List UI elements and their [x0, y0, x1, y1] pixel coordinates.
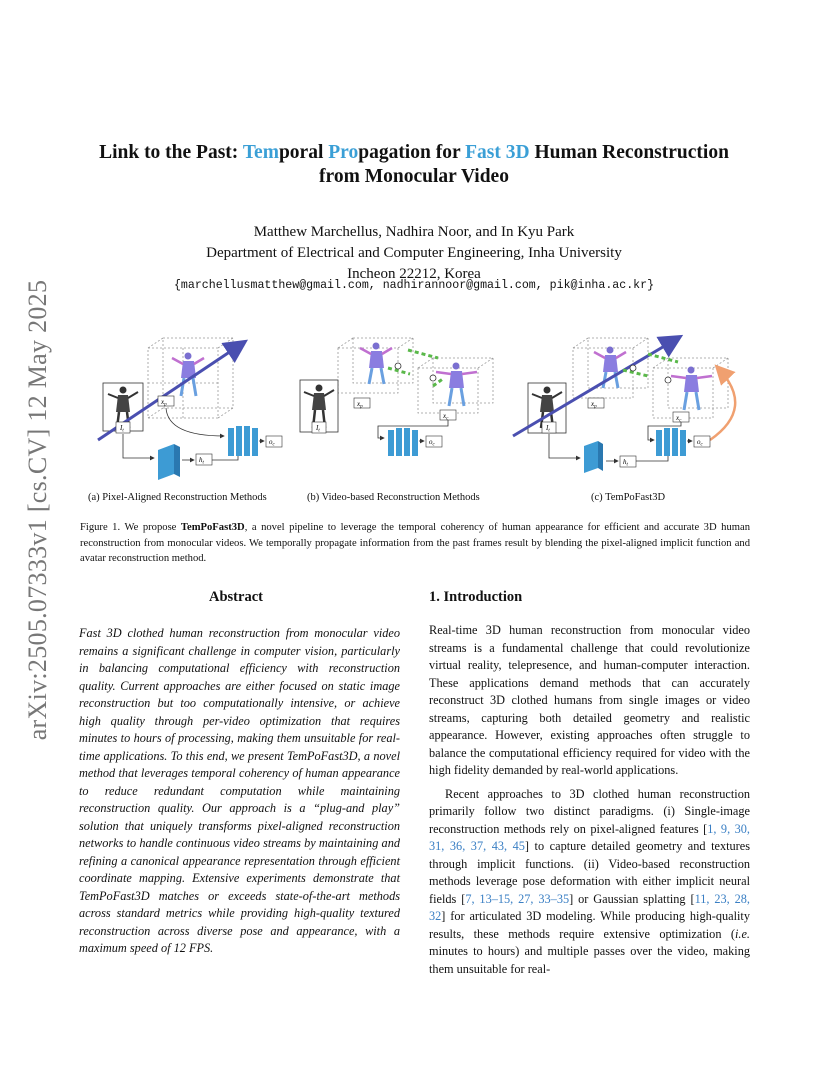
svg-text:ht: $h_t$ [623, 458, 628, 468]
temporal-propagation-arrow [710, 368, 735, 440]
feature-encoder-icon [158, 444, 180, 480]
figure-panel-a-caption: (a) Pixel-Aligned Reconstruction Methods [88, 492, 267, 503]
mlp-icon [656, 428, 686, 456]
svg-text:xp: $x_p$ [591, 400, 597, 410]
panel-b-video-based [300, 338, 493, 456]
abstract-text: Fast 3D clothed human reconstruction from monocular video remains a significant challenge in computer vision, particularly in balancing computational efficiency with reconstruction quality. Current approaches are either focused on static image reconstruction but too computationally intensive, or achieve high quality through per-video optimization that requires minutes to hours of processing, making them unsuitable for real-time applications. To this end, we present TemPoFast3D, a novel method that leverages temporal coherency of human appearance to reduce redundant computation while maintaining reconstruction quality. Our approach is a “plug-and play” solution that uniquely transforms pixel-aligned reconstruction networks to handle continuous video streams by maintaining and refining a canonical appearance representation through efficient coordinate mapping. Extensive experiments demonstrate that TemPoFast3D matches or exceeds state-of-the-art methods across standard metrics while providing high-quality textured reconstruction across diverse pose and appearance, with a maximum speed of 12 FPS. [79, 626, 400, 955]
panel-a-pixel-aligned [98, 338, 282, 480]
svg-text:xp: $x_p$ [161, 398, 167, 408]
figure-caption: Figure 1. We propose TemPoFast3D, a novel pipeline to leverage the temporal coherency of human appearance for efficient and accurate 3D human reconstruction from monocular videos. We temporally propagate information from the past frames result by blending the pixel-aligned implicit function and avatar reconstruction method. [80, 522, 750, 564]
introduction-heading: 1. Introduction [429, 589, 523, 605]
deformation-arrows [623, 354, 678, 383]
panel-c-tempofast3d [513, 338, 735, 473]
svg-text:ht: $h_t$ [199, 456, 204, 466]
svg-text:oc: $o_c$ [269, 438, 275, 448]
introduction-body [429, 622, 750, 978]
figure-panel-c-caption: (c) TemPoFast3D [591, 492, 666, 503]
figure-panel-b-caption: (b) Video-based Reconstruction Methods [307, 492, 480, 503]
svg-text:xc: $x_c$ [676, 414, 682, 424]
reconstructed-avatar-icon [172, 353, 204, 397]
svg-text:xp: $x_p$ [357, 400, 363, 410]
mlp-icon [228, 426, 258, 456]
svg-text:oc: $o_c$ [429, 438, 435, 448]
posed-avatar-icon [594, 347, 626, 389]
svg-text:xc: $x_c$ [443, 412, 449, 422]
title-line-1: Link to the Past: Temporal Propagation for Fast 3D Human Reconstruction [99, 142, 729, 163]
mlp-icon [388, 428, 418, 456]
location: Incheon 22212, Korea [347, 266, 481, 282]
svg-text:It: $I_t$ [120, 424, 124, 434]
canonical-avatar-icon [671, 367, 712, 411]
intro-paragraph-1: Real-time 3D human reconstruction from monocular video streams is a fundamental challenge that could revolutionize virtual reality, telepresence, and human-computer interaction. These applications demand methods that can accurately reconstruct 3D clothed humans from single images or video streams, capturing both detailed geometry and realistic appearance. However, existing approaches often struggle to balance the computational efficiency required for video with the high fidelity demanded by real-world applications. [429, 623, 750, 777]
author-block [70, 222, 758, 285]
author-names: Matthew Marchellus, Nadhira Noor, and In Kyu Park [253, 224, 575, 240]
canonical-avatar-icon [436, 363, 477, 407]
citation-link[interactable]: 1, 9, 30, 31, 36, 37, 43, 45 [429, 821, 750, 853]
title-line-2: from Monocular Video [319, 166, 509, 187]
svg-text:It: $I_t$ [546, 424, 550, 434]
feature-encoder-icon [584, 441, 603, 473]
paper-title [70, 141, 758, 189]
author-emails: {marchellusmatthew@gmail.com, nadhirannoor@gmail.com, pik@inha.ac.kr} [173, 279, 655, 292]
intro-paragraph-2: Recent approaches to 3D clothed human reconstruction primarily follow two distinct paradigms. (i) Single-image reconstruction methods rely on pixel-aligned features [1, 9, 30, 31, 36, 37, 43, 45] to capture detailed geometry and textures through implicit functions. (ii) Video-based reconstruction methods leverage pose deformation with either implicit neural fields [7, 13–15, 27, 33–35] or Gaussian splatting [11, 23, 28, 32] for articulated 3D modeling. While producing high-quality results, these methods require extensive optimization (i.e. minutes to hours) and multiple passes over the video, making them unsuitable for real- [429, 786, 751, 976]
posed-avatar-icon [360, 343, 392, 385]
citation-link[interactable]: 7, 13–15, 27, 33–35 [465, 891, 570, 906]
arxiv-identifier: arXiv:2505.07333v1 [cs.CV] 12 May 2025 [23, 279, 52, 741]
svg-text:oc: $o_c$ [697, 438, 703, 448]
affiliation: Department of Electrical and Computer Engineering, Inha University [206, 245, 622, 261]
svg-text:It: $I_t$ [316, 424, 320, 434]
citation-link[interactable]: 11, 23, 28, 32 [429, 891, 750, 923]
abstract-heading: Abstract [209, 589, 263, 605]
figure-1 [88, 328, 740, 508]
